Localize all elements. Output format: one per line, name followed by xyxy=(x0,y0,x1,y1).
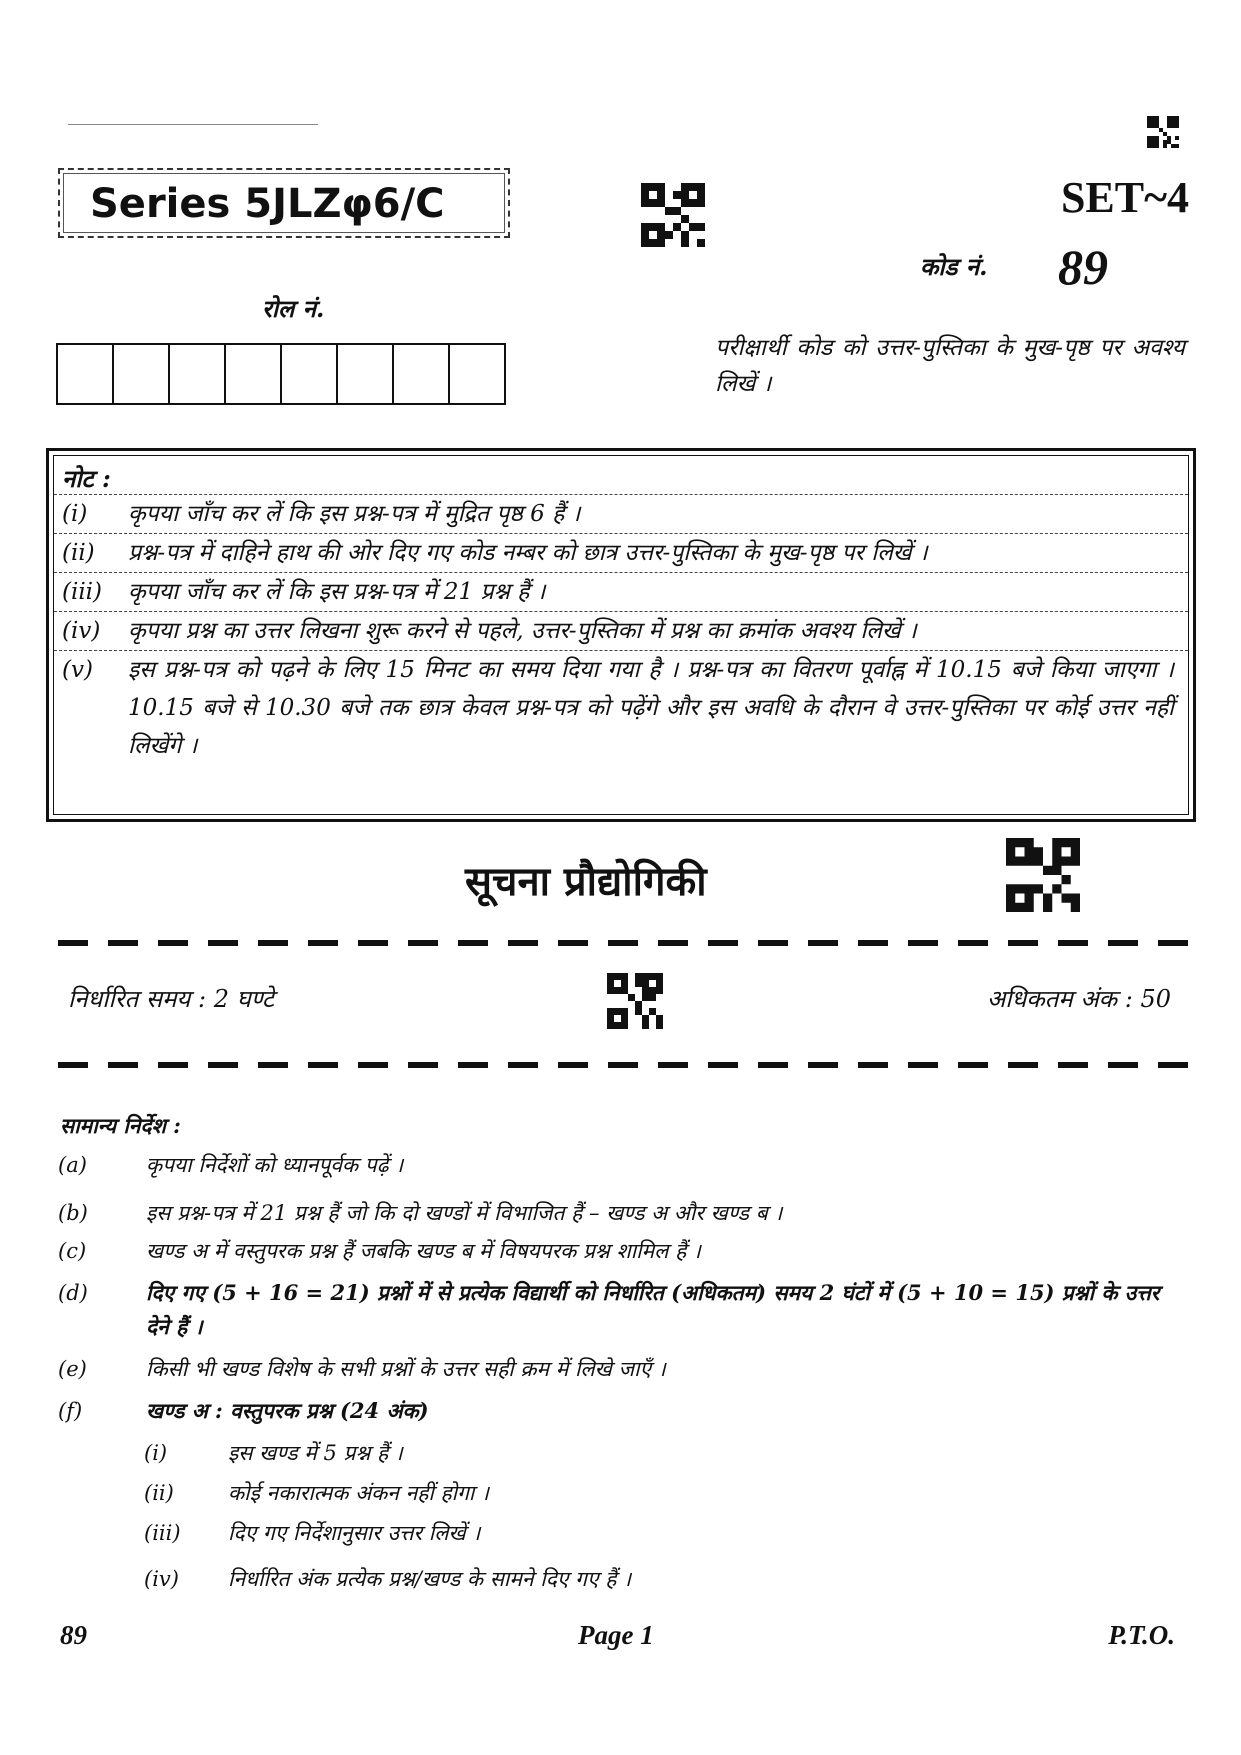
note-item-number: (iv) xyxy=(62,618,101,644)
sub-instruction-text: निर्धारित अंक प्रत्येक प्रश्न/खण्ड के सामने दिए गए हैं । xyxy=(228,1567,632,1591)
roll-digit-box[interactable] xyxy=(448,343,506,405)
instruction-letter: (d) xyxy=(58,1281,88,1305)
instruction-text: दिए गए (5 + 16 = 21) प्रश्नों में से प्रत्येक विद्यार्थी को निर्धारित (अधिकतम) समय 2 घंटों में (5 + 10 = 15) प्रश्नों के उत्तर देने हैं । xyxy=(146,1280,1160,1339)
note-item-number: (i) xyxy=(62,501,88,527)
footer-page-number: Page 1 xyxy=(578,1620,654,1650)
note-item xyxy=(54,651,1188,765)
roll-number-boxes[interactable] xyxy=(56,343,504,405)
instruction-text: खण्ड अ में वस्तुपरक प्रश्न हैं जबकि खण्ड ब में विषयपरक प्रश्न शामिल हैं । xyxy=(146,1239,701,1263)
note-box xyxy=(46,448,1196,822)
note-item xyxy=(54,612,1188,651)
footer-code: 89 xyxy=(60,1620,87,1650)
note-title: नोट : xyxy=(54,456,1188,495)
instruction-text: किसी भी खण्ड विशेष के सभी प्रश्नों के उत्तर सही क्रम में लिखे जाएँ । xyxy=(146,1357,666,1381)
sub-instruction-number: (iii) xyxy=(144,1521,181,1545)
instruction-letter: (b) xyxy=(58,1201,88,1225)
note-item-text: कृपया जाँच कर लें कि इस प्रश्न-पत्र में 21 प्रश्न हैं । xyxy=(128,579,546,605)
roll-digit-box[interactable] xyxy=(392,343,450,405)
sub-instruction-number: (i) xyxy=(144,1441,168,1465)
dashed-divider xyxy=(58,1062,1188,1068)
instruction-item xyxy=(58,1148,1188,1182)
code-number: 89 xyxy=(1058,239,1108,295)
qr-code-icon xyxy=(641,183,705,251)
note-item-text: प्रश्न-पत्र में दाहिने हाथ की ओर दिए गए कोड नम्बर को छात्र उत्तर-पुस्तिका के मुख-पृष्ठ पर लिखें । xyxy=(128,540,928,566)
instruction-item xyxy=(58,1394,1188,1428)
sub-instruction-item xyxy=(144,1562,1184,1596)
sub-instruction-text: इस खण्ड में 5 प्रश्न हैं । xyxy=(228,1441,403,1465)
note-item-number: (ii) xyxy=(62,540,95,566)
note-item-text: कृपया प्रश्न का उत्तर लिखना शुरू करने से पहले, उत्तर-पुस्तिका में प्रश्न का क्रमांक अवश्य लिखें । xyxy=(128,618,917,644)
roll-digit-box[interactable] xyxy=(56,343,114,405)
qr-code-icon xyxy=(607,973,663,1033)
instruction-item xyxy=(58,1234,1188,1268)
sub-instruction-item xyxy=(144,1516,1184,1550)
qr-code-icon xyxy=(1147,116,1179,152)
top-rule xyxy=(68,124,318,125)
qr-code-icon xyxy=(1006,838,1080,916)
time-allowed: निर्धारित समय : 2 घण्टे xyxy=(68,985,275,1013)
sub-instruction-text: दिए गए निर्देशानुसार उत्तर लिखें । xyxy=(228,1521,481,1545)
roll-digit-box[interactable] xyxy=(280,343,338,405)
general-instructions-title: सामान्य निर्देश : xyxy=(60,1113,181,1138)
roll-number-label: रोल नं. xyxy=(262,294,325,323)
roll-digit-box[interactable] xyxy=(112,343,170,405)
series-label: Series 5JLZφ6/C xyxy=(63,173,505,233)
sub-instruction-item xyxy=(144,1476,1184,1510)
note-item-number: (v) xyxy=(62,657,93,683)
sub-instruction-number: (iv) xyxy=(144,1567,179,1591)
instruction-text: खण्ड अ : वस्तुपरक प्रश्न (24 अंक) xyxy=(146,1398,429,1423)
instruction-letter: (e) xyxy=(58,1357,87,1381)
instruction-letter: (a) xyxy=(58,1153,87,1177)
sub-instruction-number: (ii) xyxy=(144,1481,174,1505)
note-item-text: कृपया जाँच कर लें कि इस प्रश्न-पत्र में मुद्रित पृष्ठ 6 हैं । xyxy=(128,501,581,527)
footer-pto: P.T.O. xyxy=(1108,1620,1175,1650)
series-box xyxy=(58,168,510,238)
code-label: कोड नं. xyxy=(920,252,988,281)
roll-digit-box[interactable] xyxy=(168,343,226,405)
sub-instruction-item xyxy=(144,1436,1184,1470)
dashed-divider xyxy=(58,940,1188,946)
note-item xyxy=(54,573,1188,612)
roll-digit-box[interactable] xyxy=(336,343,394,405)
note-item xyxy=(54,534,1188,573)
roll-digit-box[interactable] xyxy=(224,343,282,405)
instruction-text: इस प्रश्न-पत्र में 21 प्रश्न हैं जो कि दो खण्डों में विभाजित हैं – खण्ड अ और खण्ड ब । xyxy=(146,1201,783,1225)
instruction-item xyxy=(58,1196,1188,1230)
sub-instruction-text: कोई नकारात्मक अंकन नहीं होगा । xyxy=(228,1481,489,1505)
subject-title: सूचना प्रौद्योगिकी xyxy=(465,858,707,905)
instruction-letter: (f) xyxy=(58,1399,83,1423)
candidate-instruction: परीक्षार्थी कोड को उत्तर-पुस्तिका के मुख-पृष्ठ पर अवश्य लिखें । xyxy=(715,335,1185,397)
instruction-item xyxy=(58,1352,1188,1386)
note-item-number: (iii) xyxy=(62,579,103,605)
note-item-text: इस प्रश्न-पत्र को पढ़ने के लिए 15 मिनट का समय दिया गया है । प्रश्न-पत्र का वितरण पूर्वाह्न में 10.15 बजे किया जाएगा । 10.15 बजे से 10.30 बजे तक छात्र केवल प्रश्न-पत्र को पढ़ेंगे और इस अवधि के दौरान वे उत्तर-पुस्तिका पर कोई उत्तर नहीं लिखेंगे । xyxy=(128,657,1174,759)
note-item xyxy=(54,495,1188,534)
max-marks: अधिकतम अंक : 50 xyxy=(986,985,1171,1013)
instruction-text: कृपया निर्देशों को ध्यानपूर्वक पढ़ें । xyxy=(146,1153,404,1177)
set-label: SET~4 xyxy=(1060,173,1189,222)
instruction-item xyxy=(58,1276,1188,1344)
instruction-letter: (c) xyxy=(58,1239,87,1263)
